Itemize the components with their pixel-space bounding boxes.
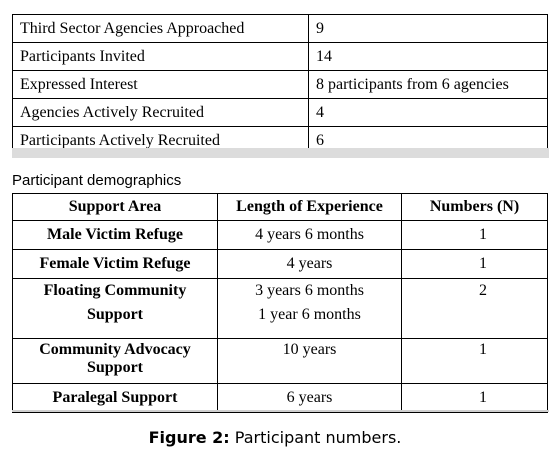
header-length-of-experience: Length of Experience xyxy=(218,194,402,221)
row-value: 8 participants from 6 agencies xyxy=(309,71,548,99)
table-shadow xyxy=(12,148,549,158)
experience-cell: 4 years xyxy=(218,250,402,279)
row-value: 14 xyxy=(309,43,548,71)
support-area-cell: Male Victim Refuge xyxy=(13,221,218,250)
support-area-cell xyxy=(13,339,218,384)
experience-cell: 10 years xyxy=(218,339,402,384)
support-area-line-1: Floating Community xyxy=(43,282,187,299)
experience-cell xyxy=(218,279,402,339)
table-row xyxy=(13,250,548,279)
figure-caption xyxy=(0,428,550,447)
figure-label: Figure 2: xyxy=(148,428,230,447)
table-row xyxy=(13,15,548,43)
row-label: Agencies Actively Recruited xyxy=(13,99,309,127)
row-value: 4 xyxy=(309,99,548,127)
support-area-cell: Paralegal Support xyxy=(13,384,218,413)
header-support-area: Support Area xyxy=(13,194,218,221)
table-row xyxy=(13,71,548,99)
row-value: 6 xyxy=(309,127,548,155)
row-label: Third Sector Agencies Approached xyxy=(13,15,309,43)
bottom-rule xyxy=(12,410,549,412)
support-area-cell xyxy=(13,279,218,339)
row-label: Expressed Interest xyxy=(13,71,309,99)
header-numbers: Numbers (N) xyxy=(402,194,548,221)
figure-caption-text: Participant numbers. xyxy=(229,428,402,447)
experience-line-1: 3 years 6 months xyxy=(255,282,364,299)
row-label: Participants Actively Recruited xyxy=(13,127,309,155)
summary-table xyxy=(12,14,548,155)
header-row xyxy=(13,194,548,221)
count-cell: 1 xyxy=(402,221,548,250)
table-row xyxy=(13,43,548,71)
support-area-line-2: Support xyxy=(86,359,144,376)
table-row xyxy=(13,279,548,339)
table-row xyxy=(13,221,548,250)
table-row xyxy=(13,384,548,413)
support-area-cell: Female Victim Refuge xyxy=(13,250,218,279)
table-row xyxy=(13,339,548,384)
experience-line-2: 1 year 6 months xyxy=(258,306,361,323)
count-cell: 1 xyxy=(402,339,548,384)
experience-cell: 6 years xyxy=(218,384,402,413)
count-cell: 2 xyxy=(402,279,548,339)
experience-cell: 4 years 6 months xyxy=(218,221,402,250)
table-row xyxy=(13,99,548,127)
support-area-line-1: Community Advocacy xyxy=(39,341,191,358)
demographics-caption: Participant demographics xyxy=(12,172,182,189)
row-value: 9 xyxy=(309,15,548,43)
demographics-table xyxy=(12,193,548,413)
support-area-line-2: Support xyxy=(86,306,144,323)
count-cell: 1 xyxy=(402,250,548,279)
row-label: Participants Invited xyxy=(13,43,309,71)
count-cell: 1 xyxy=(402,384,548,413)
